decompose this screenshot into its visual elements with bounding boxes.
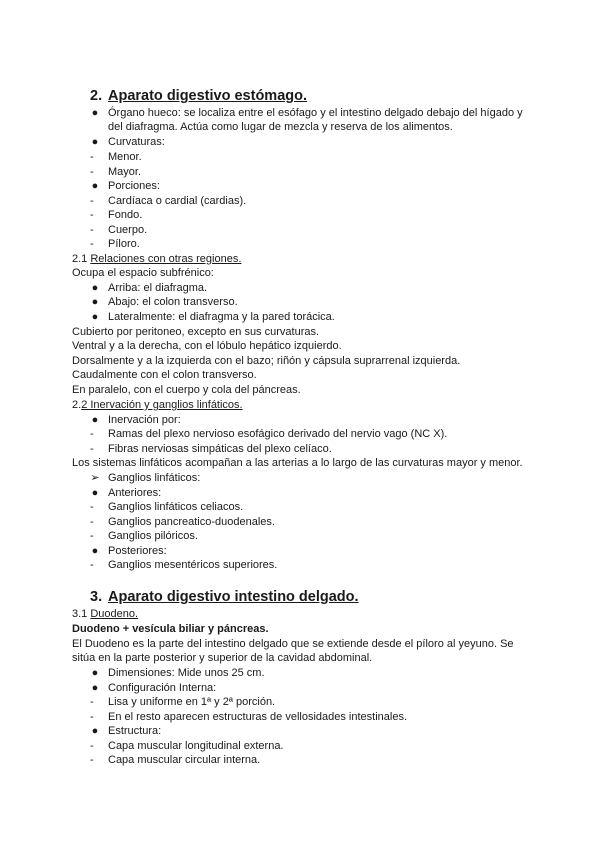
subsection-2-1-heading	[72, 253, 241, 266]
list-item: Posteriores:	[108, 545, 167, 557]
list-item: Curvaturas:	[108, 136, 165, 148]
list-item: Fondo.	[108, 209, 143, 221]
bullet-marker: ●	[91, 667, 99, 679]
bullet-marker: ●	[91, 545, 99, 557]
list-item: Mayor.	[108, 166, 142, 178]
bullet-marker: ●	[91, 311, 99, 323]
list-item: Anteriores:	[108, 487, 162, 499]
dash-marker: -	[90, 501, 94, 513]
list-item: Cardíaca o cardial (cardias).	[108, 195, 247, 207]
paragraph: En paralelo, con el cuerpo y cola del páncreas.	[72, 384, 301, 396]
bullet-marker: ●	[91, 107, 99, 119]
list-item: Arriba: el diafragma.	[108, 282, 208, 294]
list-item: Órgano hueco: se localiza entre el esófago y el intestino delgado debajo del hígado y	[108, 107, 523, 119]
section-2-heading	[90, 88, 307, 105]
subsection-number: 2.	[72, 399, 82, 411]
paragraph: Dorsalmente y a la izquierda con el bazo; riñón y cápsula suprarrenal izquierda.	[72, 355, 461, 367]
dash-marker: -	[90, 428, 94, 440]
bullet-marker: ●	[91, 296, 99, 308]
dash-marker: -	[90, 443, 94, 455]
paragraph: Ocupa el espacio subfrénico:	[72, 267, 214, 279]
dash-marker: -	[90, 238, 94, 250]
list-item: Configuración Interna:	[108, 682, 217, 694]
paragraph: Los sistemas linfáticos acompañan a las arterias a lo largo de las curvaturas mayor y menor.	[72, 457, 523, 469]
dash-marker: -	[90, 151, 94, 163]
subsection-number: 3.1	[72, 608, 91, 620]
paragraph: Cubierto por peritoneo, excepto en sus curvaturas.	[72, 326, 320, 338]
list-item: Abajo: el colon transverso.	[108, 296, 238, 308]
list-item: Ganglios linfáticos:	[108, 472, 201, 484]
bullet-marker: ●	[91, 136, 99, 148]
dash-marker: -	[90, 559, 94, 571]
subsection-title: Duodeno.	[90, 608, 139, 620]
subsection-number: 2.1	[72, 253, 91, 265]
list-item: Lisa y uniforme en 1ª y 2ª porción.	[108, 696, 276, 708]
bullet-marker: ●	[91, 282, 99, 294]
section-title: Aparato digestivo estómago.	[108, 88, 308, 104]
paragraph-continuation: sitúa en la parte posterior y superior de la cavidad abdominal.	[72, 652, 373, 664]
dash-marker: -	[90, 209, 94, 221]
list-item: Menor.	[108, 151, 142, 163]
list-item: Fibras nerviosas simpáticas del plexo celíaco.	[108, 443, 332, 455]
bullet-marker: ●	[91, 487, 99, 499]
dash-marker: -	[90, 530, 94, 542]
paragraph: El Duodeno es la parte del intestino delgado que se extiende desde el píloro al yeyuno. Se	[72, 638, 514, 650]
dash-marker: -	[90, 754, 94, 766]
list-item: Ganglios linfáticos celiacos.	[108, 501, 244, 513]
list-item: Capa muscular longitudinal externa.	[108, 740, 284, 752]
list-item: Capa muscular circular interna.	[108, 754, 261, 766]
dash-marker: -	[90, 166, 94, 178]
list-item: Inervación por:	[108, 414, 181, 426]
list-item: En el resto aparecen estructuras de vellosidades intestinales.	[108, 711, 408, 723]
list-item: Ganglios mesentéricos superiores.	[108, 559, 278, 571]
paragraph: Ventral y a la derecha, con el lóbulo hepático izquierdo.	[72, 340, 342, 352]
bold-paragraph: Duodeno + vesícula biliar y páncreas.	[72, 623, 269, 635]
dash-marker: -	[90, 696, 94, 708]
section-3-heading	[90, 589, 359, 606]
arrow-marker: ➢	[90, 472, 100, 484]
bullet-marker: ●	[91, 180, 99, 192]
subsection-title: Relaciones con otras regiones.	[90, 253, 242, 265]
dash-marker: -	[90, 711, 94, 723]
dash-marker: -	[90, 516, 94, 528]
bullet-marker: ●	[91, 682, 99, 694]
subsection-3-1-heading	[72, 608, 138, 621]
list-item: Estructura:	[108, 725, 162, 737]
bullet-marker: ●	[91, 725, 99, 737]
list-item: Dimensiones: Mide unos 25 cm.	[108, 667, 265, 679]
list-item: Píloro.	[108, 238, 140, 250]
list-item: Porciones:	[108, 180, 160, 192]
list-item: Ganglios pancreatico-duodenales.	[108, 516, 275, 528]
dash-marker: -	[90, 224, 94, 236]
section-title: Aparato digestivo intestino delgado.	[108, 589, 359, 605]
list-item: Cuerpo.	[108, 224, 148, 236]
section-number: 3.	[90, 589, 103, 605]
list-item: Ramas del plexo nervioso esofágico derivado del nervio vago (NC X).	[108, 428, 448, 440]
subsection-2-2-heading	[72, 399, 243, 412]
bullet-marker: ●	[91, 414, 99, 426]
subsection-title: 2 Inervación y ganglios linfáticos.	[81, 399, 243, 411]
list-item: Ganglios pilóricos.	[108, 530, 198, 542]
section-number: 2.	[90, 88, 103, 104]
dash-marker: -	[90, 740, 94, 752]
list-item: Lateralmente: el diafragma y la pared torácica.	[108, 311, 335, 323]
paragraph: Caudalmente con el colon transverso.	[72, 369, 257, 381]
list-item-continuation: del diafragma. Actúa como lugar de mezcla y reserva de los alimentos.	[108, 121, 453, 133]
dash-marker: -	[90, 195, 94, 207]
